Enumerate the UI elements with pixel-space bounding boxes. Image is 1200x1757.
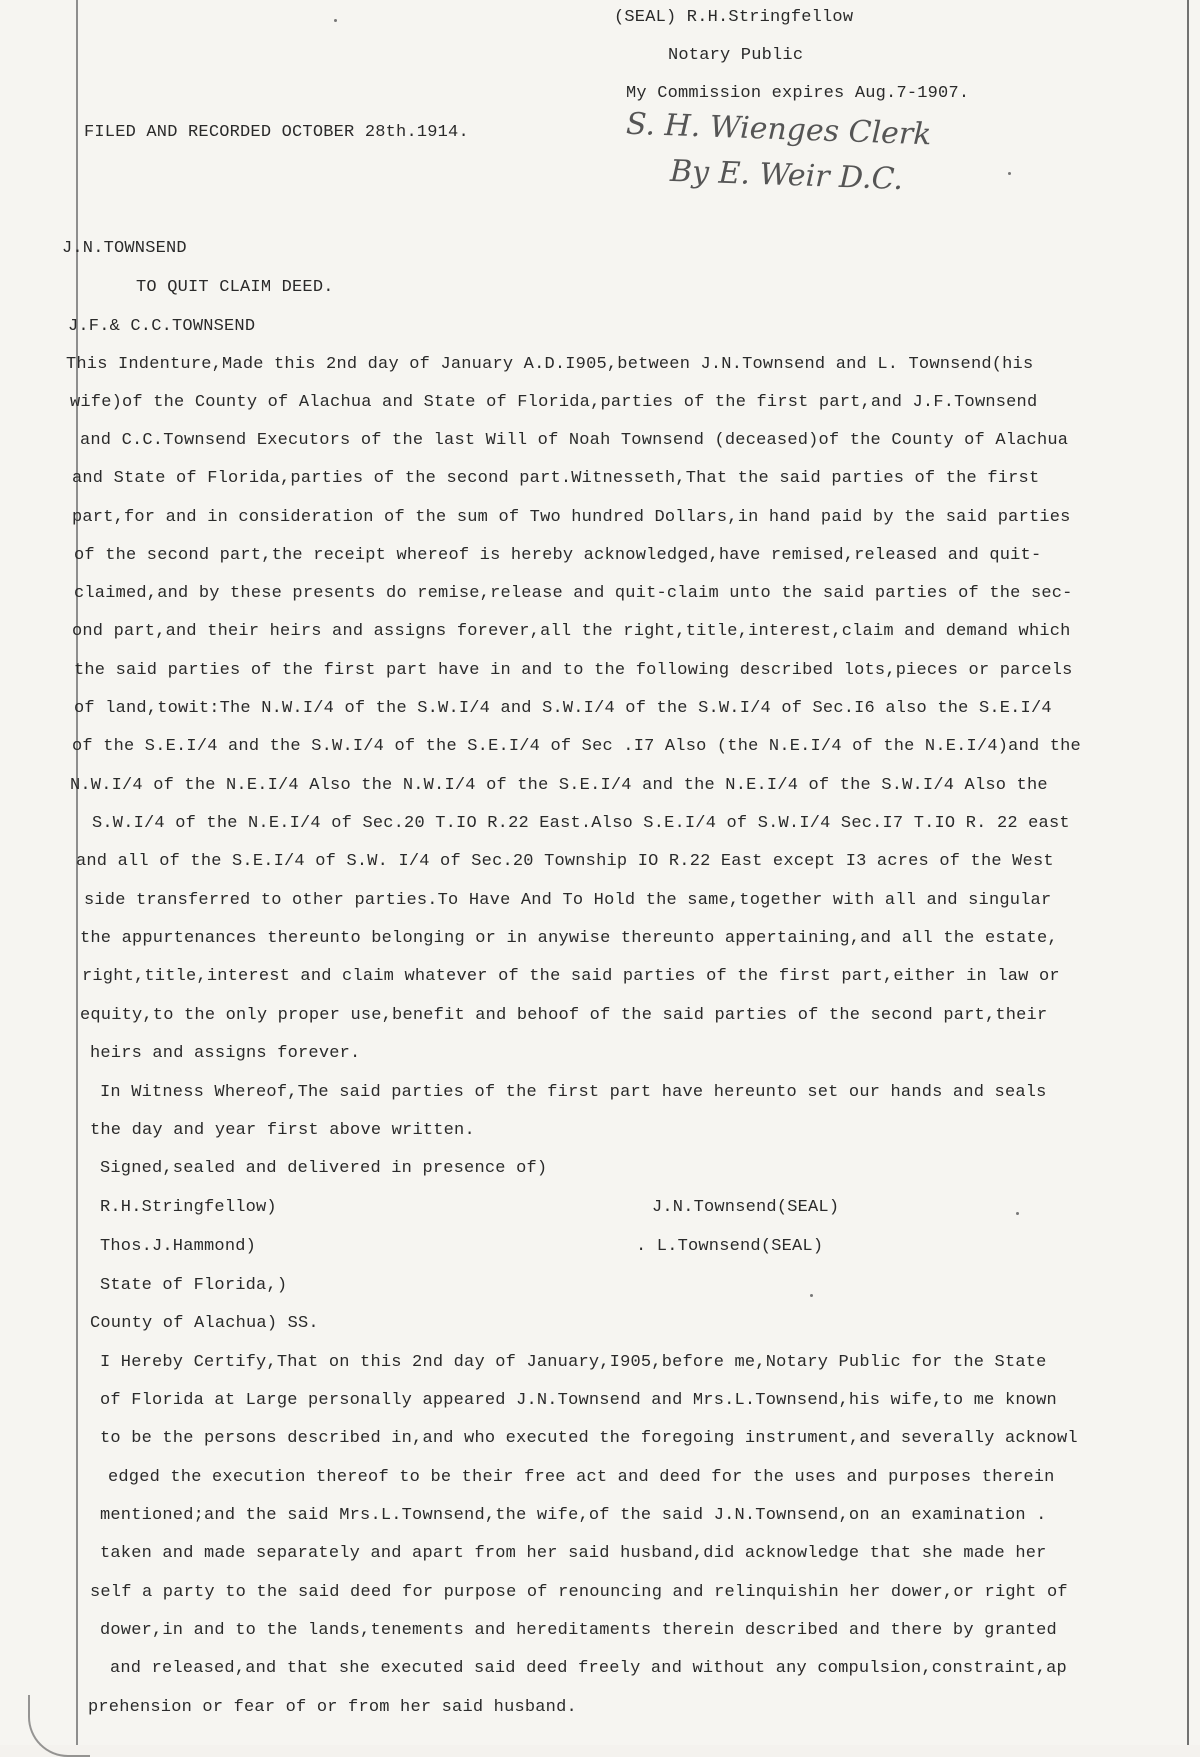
witness-line: In Witness Whereof,The said parties of the first part have hereunto set our hands and seals	[100, 1083, 1047, 1102]
deed-line: wife)of the County of Alachua and State of Florida,parties of the first part,and J.F.Townsend	[70, 393, 1038, 412]
scan-speck	[334, 19, 337, 22]
filed-recorded: FILED AND RECORDED OCTOBER 28th.1914.	[84, 123, 469, 142]
witness-signer-2: Thos.J.Hammond)	[100, 1237, 257, 1256]
right-edge-rule	[1187, 0, 1189, 1745]
deed-line: right,title,interest and claim whatever of the said parties of the first part,either in law or	[82, 967, 1060, 986]
certificate-line: mentioned;and the said Mrs.L.Townsend,the wife,of the said J.N.Townsend,on an examination .	[100, 1506, 1047, 1525]
scan-speck	[1016, 1212, 1019, 1215]
deputy-clerk-signature: By E. Weir D.C.	[669, 153, 904, 198]
deed-line: of land,towit:The N.W.I/4 of the S.W.I/4 and S.W.I/4 of the S.W.I/4 of Sec.I6 also the S.E.I/4	[74, 699, 1052, 718]
deed-line: ond part,and their heirs and assigns forever,all the right,title,interest,claim and demand which	[72, 622, 1071, 641]
deed-line: the appurtenances thereunto belonging or in anywise thereunto appertaining,and all the estate,	[80, 929, 1058, 948]
notary-title: Notary Public	[668, 46, 804, 65]
venue-state: State of Florida,)	[100, 1276, 288, 1295]
witness-line: Signed,sealed and delivered in presence of)	[100, 1159, 548, 1178]
certificate-line: self a party to the said deed for purpose of renouncing and relinquishin her dower,or right of	[90, 1583, 1068, 1602]
deed-line: equity,to the only proper use,benefit and behoof of the said parties of the second part,their	[80, 1006, 1048, 1025]
certificate-line: edged the execution thereof to be their free act and deed for the uses and purposes therein	[108, 1468, 1055, 1487]
grantor-name: J.N.TOWNSEND	[62, 239, 187, 258]
left-margin-rule	[76, 0, 78, 1745]
deed-line: part,for and in consideration of the sum of Two hundred Dollars,in hand paid by the said parties	[72, 508, 1071, 527]
scan-speck	[1008, 172, 1011, 175]
deed-line: claimed,and by these presents do remise,release and quit-claim unto the said parties of the sec-	[74, 584, 1073, 603]
clerk-signature: S. H. Wienges Clerk	[625, 106, 933, 153]
deed-line: and C.C.Townsend Executors of the last Will of Noah Townsend (deceased)of the County of Alachua	[80, 431, 1069, 450]
certificate-line: taken and made separately and apart from her said husband,did acknowledge that she made her	[100, 1544, 1047, 1563]
grantor-signature-1: J.N.Townsend(SEAL)	[652, 1198, 840, 1217]
deed-line: side transferred to other parties.To Have And To Hold the same,together with all and singular	[84, 891, 1052, 910]
deed-type: TO QUIT CLAIM DEED.	[136, 278, 334, 297]
certificate-line: and released,and that she executed said deed freely and without any compulsion,constraint,ap	[110, 1659, 1067, 1678]
certificate-line: to be the persons described in,and who executed the foregoing instrument,and severally acknowl	[100, 1429, 1078, 1448]
scan-speck	[810, 1294, 813, 1297]
deed-line: and all of the S.E.I/4 of S.W. I/4 of Sec.20 Township IO R.22 East except I3 acres of the West	[76, 852, 1054, 871]
witness-line: the day and year first above written.	[90, 1121, 475, 1140]
certificate-line: dower,in and to the lands,tenements and hereditaments therein described and there by granted	[100, 1621, 1057, 1640]
deed-line: of the second part,the receipt whereof is hereby acknowledged,have remised,released and quit-	[74, 546, 1042, 565]
venue-county: County of Alachua) SS.	[90, 1314, 319, 1333]
certificate-line: of Florida at Large personally appeared J.N.Townsend and Mrs.L.Townsend,his wife,to me known	[100, 1391, 1057, 1410]
grantor-signature-2: . L.Townsend(SEAL)	[636, 1237, 824, 1256]
deed-line: N.W.I/4 of the N.E.I/4 Also the N.W.I/4 of the S.E.I/4 and the N.E.I/4 of the S.W.I/4 Also the	[70, 776, 1048, 795]
deed-line: of the S.E.I/4 and the S.W.I/4 of the S.E.I/4 of Sec .I7 Also (the N.E.I/4 of the N.E.I/4)and the	[72, 737, 1081, 756]
deed-line: and State of Florida,parties of the second part.Witnesseth,That the said parties of the first	[72, 469, 1040, 488]
commission-expiry: My Commission expires Aug.7-1907.	[626, 84, 970, 103]
seal-line: (SEAL) R.H.Stringfellow	[614, 8, 854, 27]
deed-line: This Indenture,Made this 2nd day of January A.D.I905,between J.N.Townsend and L. Townsend(his	[66, 355, 1034, 374]
witness-signer-1: R.H.Stringfellow)	[100, 1198, 277, 1217]
deed-line: S.W.I/4 of the N.E.I/4 of Sec.20 T.IO R.22 East.Also S.E.I/4 of S.W.I/4 Sec.I7 T.IO R. 22 east	[92, 814, 1070, 833]
deed-line: heirs and assigns forever.	[90, 1044, 361, 1063]
deed-line: the said parties of the first part have in and to the following described lots,pieces or parcels	[74, 661, 1073, 680]
grantee-names: J.F.& C.C.TOWNSEND	[68, 317, 256, 336]
page-corner-curl	[28, 1695, 90, 1757]
certificate-line: I Hereby Certify,That on this 2nd day of January,I905,before me,Notary Public for the State	[100, 1353, 1047, 1372]
certificate-line: prehension or fear of or from her said husband.	[88, 1698, 577, 1717]
